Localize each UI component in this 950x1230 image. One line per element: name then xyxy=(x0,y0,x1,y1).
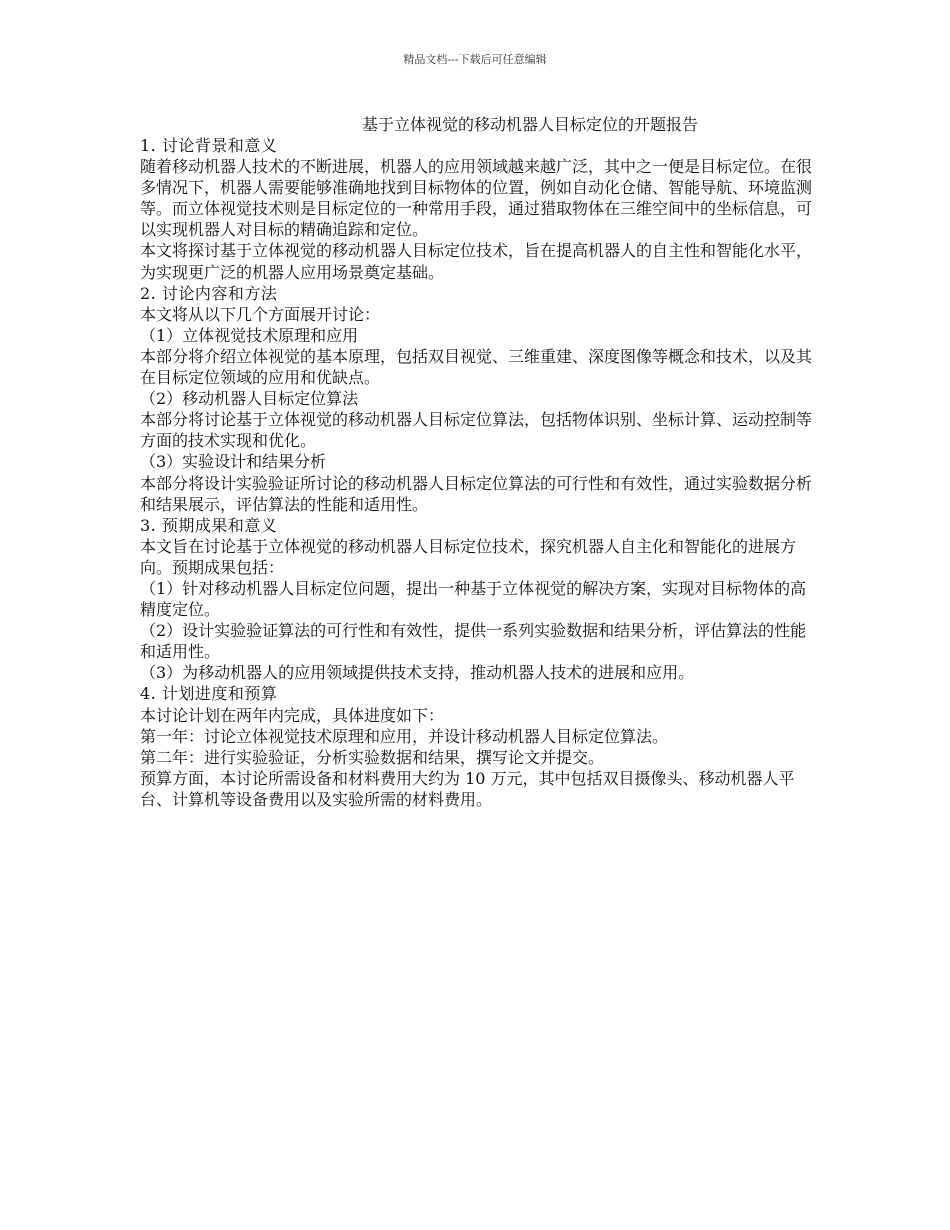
list-item-expected-2: （2）设计实验验证算法的可行性和有效性，提供一系列实验数据和结果分析，评估算法的性能和适用性。 xyxy=(140,621,807,662)
document-title: 基于立体视觉的移动机器人目标定位的开题报告 xyxy=(362,115,699,134)
paragraph-purpose: 本文将探讨基于立体视觉的移动机器人目标定位技术，旨在提高机器人的自主性和智能化水平，为实现更广泛的机器人应用场景奠定基础。 xyxy=(140,241,813,282)
section-heading-content-method: 2. 讨论内容和方法 xyxy=(140,283,278,303)
paragraph-background: 随着移动机器人技术的不断进展，机器人的应用领域越来越广泛，其中之一便是目标定位。在很多情况下，机器人需要能够准确地找到目标物体的位置，例如自动化仓储、智能导航、环境监测等。而立体视觉技术则是目标定位的一种常用手段，通过猎取物体在三维空间中的坐标信息，可以实现机器人对目标的精确追踪和定位。 xyxy=(140,157,813,240)
subheading-localization-algorithm: （2）移动机器人目标定位算法 xyxy=(140,389,359,409)
paragraph-experiment-design: 本部分将设计实验验证所讨论的移动机器人目标定位算法的可行性和有效性，通过实验数据分析和结果展示，评估算法的性能和适用性。 xyxy=(140,473,813,514)
paragraph-content-intro: 本文将从以下几个方面展开讨论： xyxy=(140,304,381,324)
paragraph-stereo-vision: 本部分将介绍立体视觉的基本原理，包括双目视觉、三维重建、深度图像等概念和技术，以及其在目标定位领域的应用和优缺点。 xyxy=(140,346,813,388)
list-item-expected-3: （3）为移动机器人的应用领域提供技术支持，推动机器人技术的进展和应用。 xyxy=(140,663,695,683)
subheading-stereo-vision: （1）立体视觉技术原理和应用 xyxy=(140,325,359,345)
section-heading-expected-results: 3. 预期成果和意义 xyxy=(140,515,278,535)
section-heading-schedule-budget: 4. 计划进度和预算 xyxy=(140,684,278,704)
paragraph-expected-intro: 本文旨在讨论基于立体视觉的移动机器人目标定位技术，探究机器人自主化和智能化的进展方向。预期成果包括： xyxy=(140,536,797,577)
list-item-expected-1: （1）针对移动机器人目标定位问题，提出一种基于立体视觉的解决方案，实现对目标物体的高精度定位。 xyxy=(140,578,807,620)
document-body xyxy=(140,135,814,810)
paragraph-schedule-year-1: 第一年：讨论立体视觉技术原理和应用，并设计移动机器人目标定位算法。 xyxy=(140,726,669,746)
paragraph-schedule-year-2: 第二年：进行实验验证，分析实验数据和结果，撰写论文并提交。 xyxy=(140,747,605,767)
page-header: 精品文档---下载后可任意编辑 xyxy=(403,53,547,66)
section-heading-background: 1. 讨论背景和意义 xyxy=(140,136,278,155)
paragraph-localization-algorithm: 本部分将讨论基于立体视觉的移动机器人目标定位算法，包括物体识别、坐标计算、运动控制等方面的技术实现和优化。 xyxy=(140,410,813,451)
subheading-experiment-design: （3）实验设计和结果分析 xyxy=(140,452,327,472)
paragraph-budget: 预算方面，本讨论所需设备和材料费用大约为 10 万元，其中包括双目摄像头、移动机器人平台、计算机等设备费用以及实验所需的材料费用。 xyxy=(140,768,795,809)
paragraph-schedule-intro: 本讨论计划在两年内完成，具体进度如下： xyxy=(140,705,445,725)
